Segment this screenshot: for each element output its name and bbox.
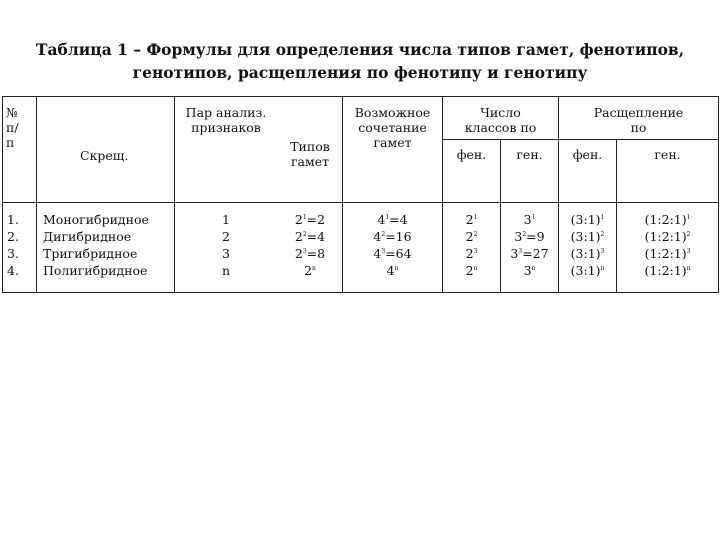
phen-exp: 1 bbox=[473, 213, 478, 221]
cell-line bbox=[559, 245, 616, 262]
split-gen-base: (1:2:1) bbox=[644, 229, 687, 244]
cell-line bbox=[617, 228, 718, 245]
phen-base: 2 bbox=[465, 212, 474, 227]
combo-result: =16 bbox=[385, 229, 412, 244]
gamete-result: =4 bbox=[306, 229, 326, 244]
row-number: 2. bbox=[7, 229, 19, 244]
header-pairs-gametes: Пар анализ. признаков Типов гамет bbox=[175, 97, 343, 203]
caption-line-1: Таблица 1 – Формулы для определения числа типов гамет, фенотипов, bbox=[35, 40, 685, 59]
cross-type: Полигибридное bbox=[43, 263, 148, 278]
cell-line bbox=[443, 228, 500, 245]
combo-exp: 1 bbox=[385, 213, 390, 221]
cell-line bbox=[343, 228, 442, 245]
gen-base: 3 bbox=[510, 246, 519, 261]
split-gen-base: (1:2:1) bbox=[644, 263, 687, 278]
gen-result: =27 bbox=[522, 246, 549, 261]
gen-exp: n bbox=[531, 264, 536, 272]
header-number: № п/ п bbox=[3, 97, 37, 203]
pairs-count: 1 bbox=[222, 212, 230, 227]
gamete-exp: 2 bbox=[302, 230, 307, 238]
gamete-result: =8 bbox=[306, 246, 326, 261]
table-row bbox=[3, 203, 719, 293]
cell-line bbox=[443, 262, 500, 279]
split-phen-exp: 3 bbox=[600, 247, 605, 255]
phen-exp: 2 bbox=[473, 230, 478, 238]
pairs-count: 2 bbox=[222, 229, 230, 244]
caption-line-2: генотипов, расщепления по фенотипу и генотипу bbox=[132, 63, 588, 82]
gamete-result: =2 bbox=[306, 212, 326, 227]
cross-type: Тригибридное bbox=[43, 246, 138, 261]
combo-base: 4 bbox=[386, 263, 395, 278]
gamete-exp: 3 bbox=[302, 247, 307, 255]
col-combinations bbox=[343, 203, 443, 293]
phen-base: 2 bbox=[465, 229, 474, 244]
pairs-count: 3 bbox=[222, 246, 230, 261]
split-phen-exp: 2 bbox=[600, 230, 605, 238]
cell-line bbox=[175, 245, 277, 262]
gen-exp: 2 bbox=[522, 230, 527, 238]
col-cross-type bbox=[37, 203, 175, 293]
split-gen-exp: 1 bbox=[686, 213, 691, 221]
split-phen-base: (3:1) bbox=[570, 246, 601, 261]
row-number: 3. bbox=[7, 246, 19, 261]
combo-result: =64 bbox=[385, 246, 412, 261]
phen-exp: n bbox=[473, 264, 478, 272]
combo-exp: n bbox=[394, 264, 399, 272]
cell-line bbox=[617, 245, 718, 262]
split-phen-base: (3:1) bbox=[570, 229, 601, 244]
col-number bbox=[3, 203, 37, 293]
gen-exp: 1 bbox=[531, 213, 536, 221]
cell-line bbox=[443, 245, 500, 262]
cell-line bbox=[501, 211, 558, 228]
pairs-count: n bbox=[221, 263, 231, 278]
cell-line bbox=[175, 211, 277, 228]
header-combinations: Возможное сочетание гамет bbox=[343, 97, 443, 203]
gamete-exp: 1 bbox=[302, 213, 307, 221]
formula-table bbox=[2, 96, 719, 293]
cell-line bbox=[559, 228, 616, 245]
cell-line bbox=[443, 211, 500, 228]
cell-line bbox=[277, 211, 343, 228]
cell-line bbox=[343, 211, 442, 228]
cell-line bbox=[617, 262, 718, 279]
phen-exp: 3 bbox=[473, 247, 478, 255]
cell-line bbox=[277, 262, 343, 279]
split-phen-exp: 1 bbox=[600, 213, 605, 221]
gen-exp: 3 bbox=[518, 247, 523, 255]
split-gen-base: (1:2:1) bbox=[644, 246, 687, 261]
split-gen-exp: 3 bbox=[686, 247, 691, 255]
cell-line bbox=[43, 262, 174, 279]
col-split-gen bbox=[617, 203, 719, 293]
combo-base: 4 bbox=[373, 229, 382, 244]
cell-line bbox=[175, 228, 277, 245]
phen-base: 2 bbox=[465, 246, 474, 261]
combo-base: 4 bbox=[373, 246, 382, 261]
gamete-exp: n bbox=[312, 264, 316, 272]
split-phen-base: (3:1) bbox=[570, 212, 601, 227]
cell-line bbox=[7, 245, 36, 262]
cross-type: Дигибридное bbox=[43, 229, 132, 244]
split-gen-base: (1:2:1) bbox=[644, 212, 687, 227]
gamete-base: 2 bbox=[294, 229, 303, 244]
cell-line bbox=[501, 245, 558, 262]
gamete-base: 2 bbox=[294, 212, 303, 227]
split-gen-exp: n bbox=[686, 264, 691, 272]
cell-line bbox=[277, 228, 343, 245]
cell-line bbox=[175, 262, 277, 279]
col-pairs-gametes bbox=[175, 203, 343, 293]
row-number: 4. bbox=[7, 263, 19, 278]
header-split-phen: фен. bbox=[559, 140, 617, 203]
gen-result: =9 bbox=[526, 229, 545, 244]
cell-line bbox=[43, 211, 174, 228]
gamete-base: 2 bbox=[304, 263, 313, 278]
phen-base: 2 bbox=[465, 263, 474, 278]
gen-base: 3 bbox=[523, 263, 532, 278]
cell-line bbox=[501, 228, 558, 245]
cross-type: Моногибридное bbox=[43, 212, 149, 227]
split-phen-exp: n bbox=[600, 264, 605, 272]
cell-line bbox=[343, 262, 442, 279]
combo-exp: 3 bbox=[381, 247, 386, 255]
combo-exp: 2 bbox=[381, 230, 386, 238]
cell-line bbox=[617, 211, 718, 228]
combo-result: =4 bbox=[389, 212, 408, 227]
cell-line bbox=[43, 245, 174, 262]
header-split-gen: ген. bbox=[617, 140, 719, 203]
split-gen-exp: 2 bbox=[686, 230, 691, 238]
cell-line bbox=[559, 262, 616, 279]
header-class-count: Число классов по bbox=[443, 97, 559, 140]
cell-line bbox=[43, 228, 174, 245]
row-number: 1. bbox=[7, 212, 19, 227]
header-split: Расщепление по bbox=[559, 97, 719, 140]
cell-line bbox=[7, 228, 36, 245]
cell-line bbox=[501, 262, 558, 279]
cell-line bbox=[559, 211, 616, 228]
gen-base: 3 bbox=[514, 229, 523, 244]
table-caption bbox=[0, 38, 720, 84]
cell-line bbox=[343, 245, 442, 262]
combo-base: 4 bbox=[377, 212, 386, 227]
cell-line bbox=[7, 211, 36, 228]
header-classes-phen: фен. bbox=[443, 140, 501, 203]
cell-line bbox=[277, 245, 343, 262]
col-classes-gen bbox=[501, 203, 559, 293]
gen-base: 3 bbox=[523, 212, 532, 227]
header-cross: Скрещ. bbox=[37, 97, 175, 203]
cell-line bbox=[7, 262, 36, 279]
split-phen-base: (3:1) bbox=[570, 263, 601, 278]
col-classes-phen bbox=[443, 203, 501, 293]
gamete-base: 2 bbox=[294, 246, 303, 261]
header-classes-gen: ген. bbox=[501, 140, 559, 203]
col-split-phen bbox=[559, 203, 617, 293]
